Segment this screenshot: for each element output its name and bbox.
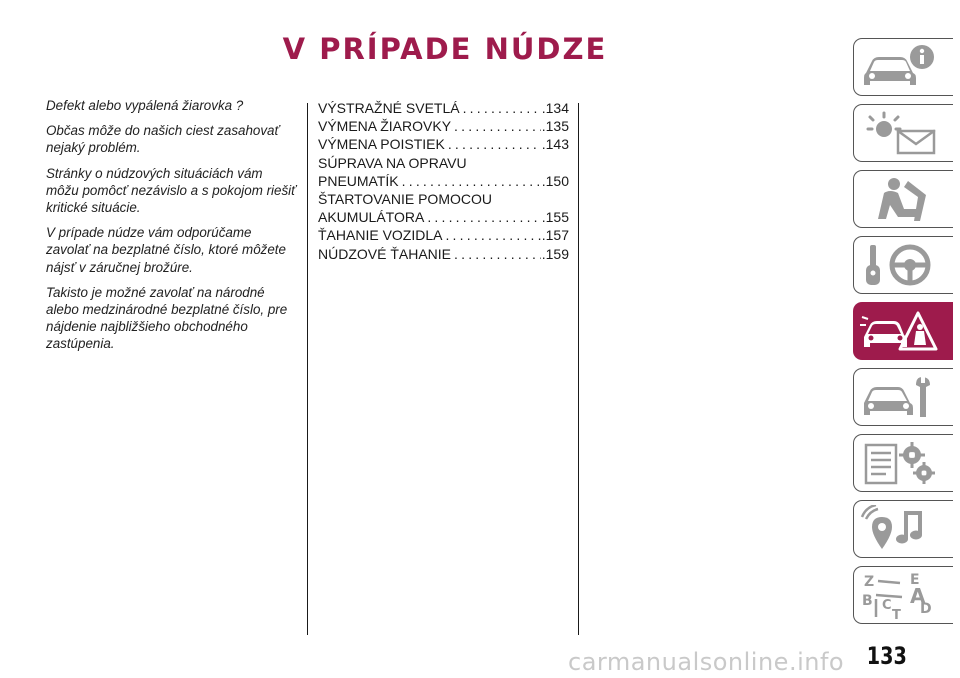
chapter-tab-instrument-panel[interactable] [853, 104, 953, 162]
column-divider [578, 103, 579, 635]
key-steering-wheel-icon [860, 241, 940, 289]
intro-paragraph: Takisto je možné zavolať na národné alebo medzinárodné bezplatné číslo, pre nájdenie najbližšieho obchodného zastúpenia. [46, 284, 288, 352]
car-info-icon [860, 43, 940, 91]
toc-label-line: ŠTARTOVANIE POMOCOU [318, 191, 492, 208]
toc-page-number: .143 [541, 136, 569, 153]
intro-paragraph: Stránky o núdzových situáciách vám môžu pomôcť nezávislo a s pokojom riešiť kritické situácie. [46, 165, 296, 216]
toc-entry-fuse-replacement[interactable] [318, 135, 569, 153]
toc-label: VÝMENA ŽIAROVKY [318, 118, 452, 135]
toc-page-number: .134 [541, 100, 569, 116]
toc-leader-dots [427, 208, 540, 226]
toc-entry-towing-vehicle[interactable] [318, 226, 569, 244]
page-number: 133 [866, 642, 907, 670]
toc-leader-dots [454, 117, 541, 135]
watermark-text: carmanualsonline.info [568, 648, 845, 676]
toc-label: VÝMENA POISTIEK [318, 136, 445, 153]
toc-page-number: .155 [541, 209, 569, 226]
toc-label: NÚDZOVÉ ŤAHANIE [318, 245, 452, 262]
chapter-tab-starting-driving[interactable] [853, 236, 953, 294]
chapter-tab-safety[interactable] [853, 170, 953, 228]
toc-label-line: SÚPRAVA NA OPRAVU [318, 154, 467, 171]
toc-entry-bulb-replacement[interactable] [318, 117, 569, 135]
intro-paragraph: V prípade núdze vám odporúčame zavolať na bezplatné číslo, ktoré môžete nájsť v záručnej brožúre. [46, 225, 286, 275]
intro-paragraph: Občas môže do našich ciest zasahovať nejaký problém. [46, 123, 280, 156]
page-title: V PRÍPADE NÚDZE [282, 32, 608, 66]
toc-page-number: .150 [541, 172, 569, 189]
toc-label: AKUMULÁTORA [318, 209, 425, 226]
toc-leader-dots [445, 226, 540, 244]
chapter-tab-specifications[interactable] [853, 434, 953, 492]
toc-entry-jump-starting[interactable] [318, 190, 569, 226]
toc-page-number: .157 [541, 227, 569, 244]
column-divider [307, 103, 308, 635]
intro-paragraph: Defekt alebo vypálená žiarovka ? [46, 98, 244, 113]
toc-leader-dots [463, 99, 541, 117]
chapter-tab-emergency[interactable] [853, 302, 953, 360]
toc-entry-emergency-towing[interactable] [318, 245, 569, 263]
toc-page-number: .159 [541, 245, 569, 262]
chapter-tab-index[interactable] [853, 566, 953, 624]
car-emergency-icon [860, 307, 940, 355]
index-letter: D [920, 601, 932, 617]
index-letter: A [910, 584, 926, 608]
chapter-tab-multimedia[interactable] [853, 500, 953, 558]
index-letter: E [910, 572, 920, 588]
toc-label: ŤAHANIE VOZIDLA [318, 227, 443, 244]
chapter-tab-maintenance[interactable] [853, 368, 953, 426]
toc-entry-tyre-repair-kit[interactable] [318, 154, 569, 190]
index-letter: Z [864, 574, 875, 590]
alphabetical-index-icon [860, 571, 940, 619]
toc-label: VÝSTRAŽNÉ SVETLÁ [318, 100, 460, 116]
toc-entry-warning-lights[interactable] [318, 99, 569, 117]
car-maintenance-icon [860, 373, 940, 421]
chapter-tab-vehicle-info[interactable] [853, 38, 953, 96]
index-letter: B [862, 593, 873, 609]
specifications-gears-icon [860, 439, 940, 487]
toc-leader-dots [454, 245, 541, 263]
toc-leader-dots [448, 135, 541, 153]
table-of-contents [318, 99, 569, 263]
toc-leader-dots [402, 172, 541, 190]
warning-lights-icon [860, 109, 940, 157]
intro-text [46, 97, 298, 361]
toc-page-number: .135 [541, 118, 569, 135]
seat-safety-icon [860, 175, 940, 223]
index-letter: C [882, 598, 892, 613]
toc-label: PNEUMATÍK [318, 172, 399, 189]
multimedia-icon [860, 505, 940, 553]
index-letter: T [892, 608, 901, 619]
